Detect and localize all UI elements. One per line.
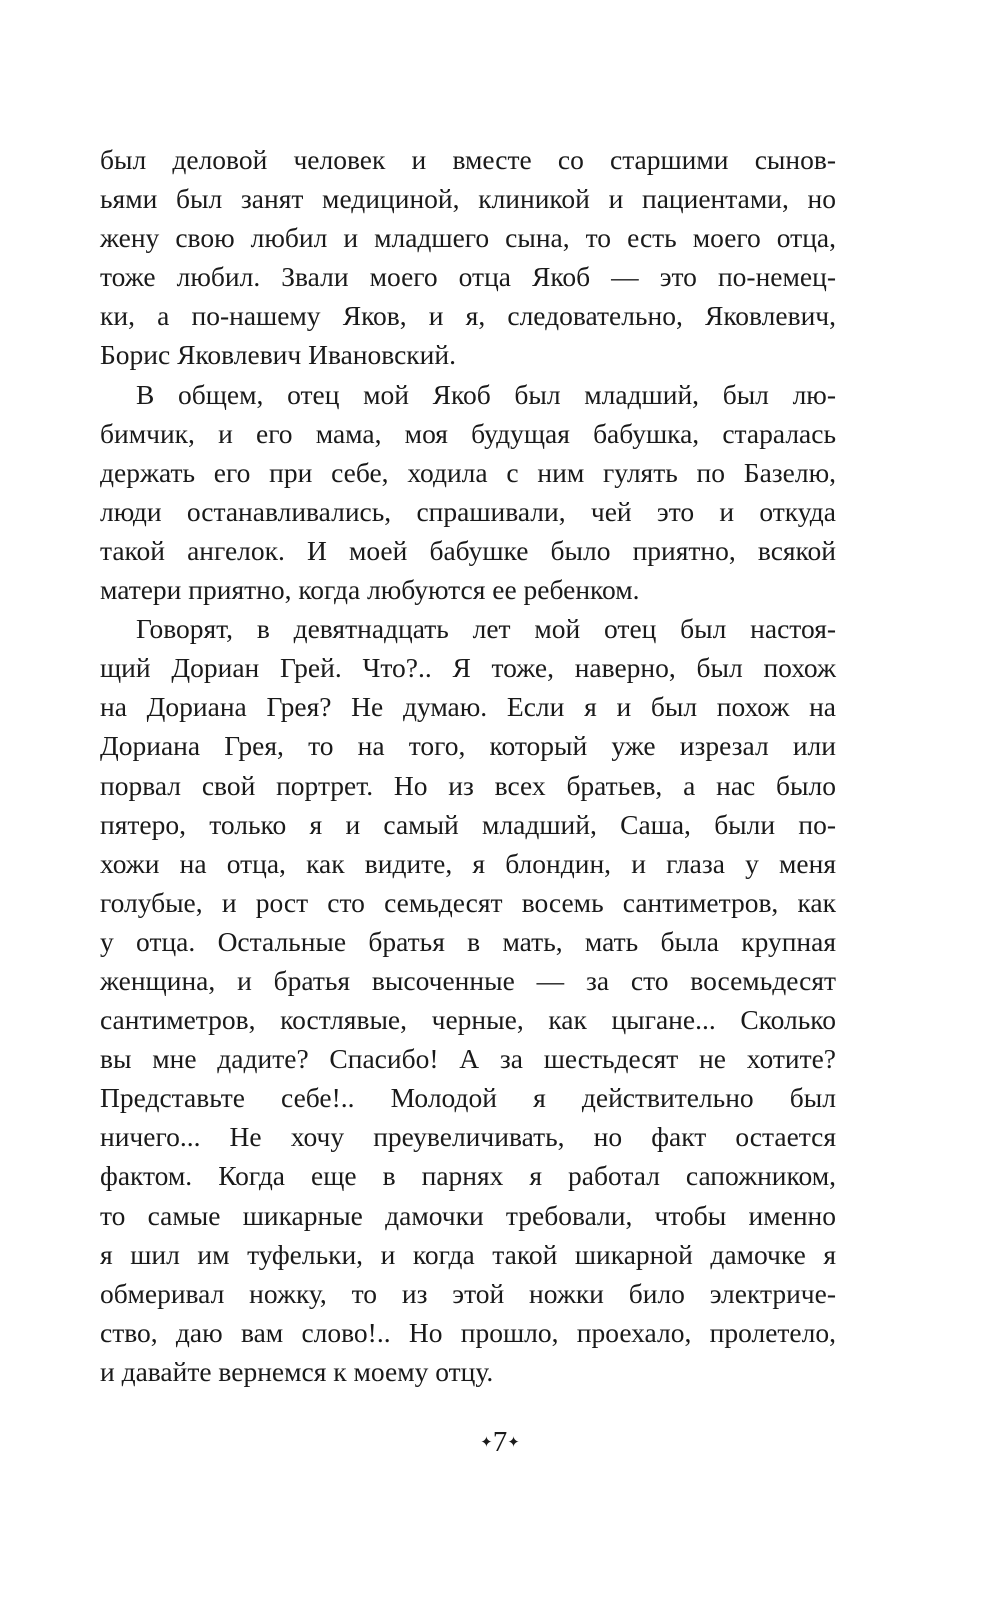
text-line: женщина, и братья высоченные — за сто восемьдесят xyxy=(100,964,836,996)
text-line: Дориана Грея, то на того, который уже изрезал или xyxy=(100,730,836,762)
text-line: вы мне дадите? Спасибо! А за шестьдесят не хотите? xyxy=(100,1043,836,1075)
text-line: Представьте себе!.. Молодой я действительно был xyxy=(100,1082,836,1114)
text-line: бимчик, и его мама, моя будущая бабушка, старалась xyxy=(100,417,836,449)
paragraph-3 xyxy=(100,609,836,1391)
text-line: хожи на отца, как видите, я блондин, и глаза у меня xyxy=(100,847,836,879)
text-line: Борис Яковлевич Ивановский. xyxy=(100,339,456,371)
text-line: Говорят, в девятнадцать лет мой отец был настоя- xyxy=(136,613,836,645)
text-line: ьями был занят медициной, клиникой и пациентами, но xyxy=(100,183,836,215)
text-line: ство, даю вам слово!.. Но прошло, проехало, пролетело, xyxy=(100,1316,836,1348)
paragraph-2 xyxy=(100,375,836,610)
text-line: у отца. Остальные братья в мать, мать была крупная xyxy=(100,925,836,957)
text-line: жену свою любил и младшего сына, то есть моего отца, xyxy=(100,222,836,254)
text-line: В общем, отец мой Якоб был младший, был лю- xyxy=(136,378,836,410)
text-line: то самые шикарные дамочки требовали, чтобы именно xyxy=(100,1199,836,1231)
text-line: и давайте вернемся к моему отцу. xyxy=(100,1355,494,1387)
text-line: был деловой человек и вместе со старшими сынов- xyxy=(100,144,836,175)
page-number xyxy=(0,1424,1000,1462)
body-text xyxy=(100,140,836,1391)
text-line: такой ангелок. И моей бабушке было приятно, всякой xyxy=(100,534,836,566)
text-line: обмеривал ножку, то из этой ножки било электриче- xyxy=(100,1277,836,1309)
star-ornament-icon: ✦ xyxy=(507,1435,520,1452)
text-line: ничего... Не хочу преувеличивать, но факт остается xyxy=(100,1121,836,1153)
paragraph-1 xyxy=(100,140,836,375)
text-line: матери приятно, когда любуются ее ребенком. xyxy=(100,574,640,606)
text-line: пятеро, только я и самый младший, Саша, были по- xyxy=(100,808,836,840)
text-line: на Дориана Грея? Не думаю. Если я и был похож на xyxy=(100,691,836,723)
text-line: щий Дориан Грей. Что?.. Я тоже, наверно, был похож xyxy=(100,652,836,684)
text-line: сантиметров, костлявые, черные, как цыгане... Сколько xyxy=(100,1004,836,1036)
page-number-value: 7 xyxy=(492,1426,508,1458)
text-line: фактом. Когда еще в парнях я работал сапожником, xyxy=(100,1160,836,1192)
text-line: голубые, и рост сто семьдесят восемь сантиметров, как xyxy=(100,886,836,918)
text-line: я шил им туфельки, и когда такой шикарной дамочке я xyxy=(100,1238,836,1270)
text-line: ки, а по-нашему Яков, и я, следовательно, Яковлевич, xyxy=(100,300,836,332)
text-line: порвал свой портрет. Но из всех братьев, а нас было xyxy=(100,769,836,801)
text-line: люди останавливались, спрашивали, чей это и откуда xyxy=(100,495,836,527)
text-line: держать его при себе, ходила с ним гулять по Базелю, xyxy=(100,456,836,488)
text-line: тоже любил. Звали моего отца Якоб — это по-немец- xyxy=(100,261,836,293)
star-ornament-icon: ✦ xyxy=(480,1435,493,1452)
